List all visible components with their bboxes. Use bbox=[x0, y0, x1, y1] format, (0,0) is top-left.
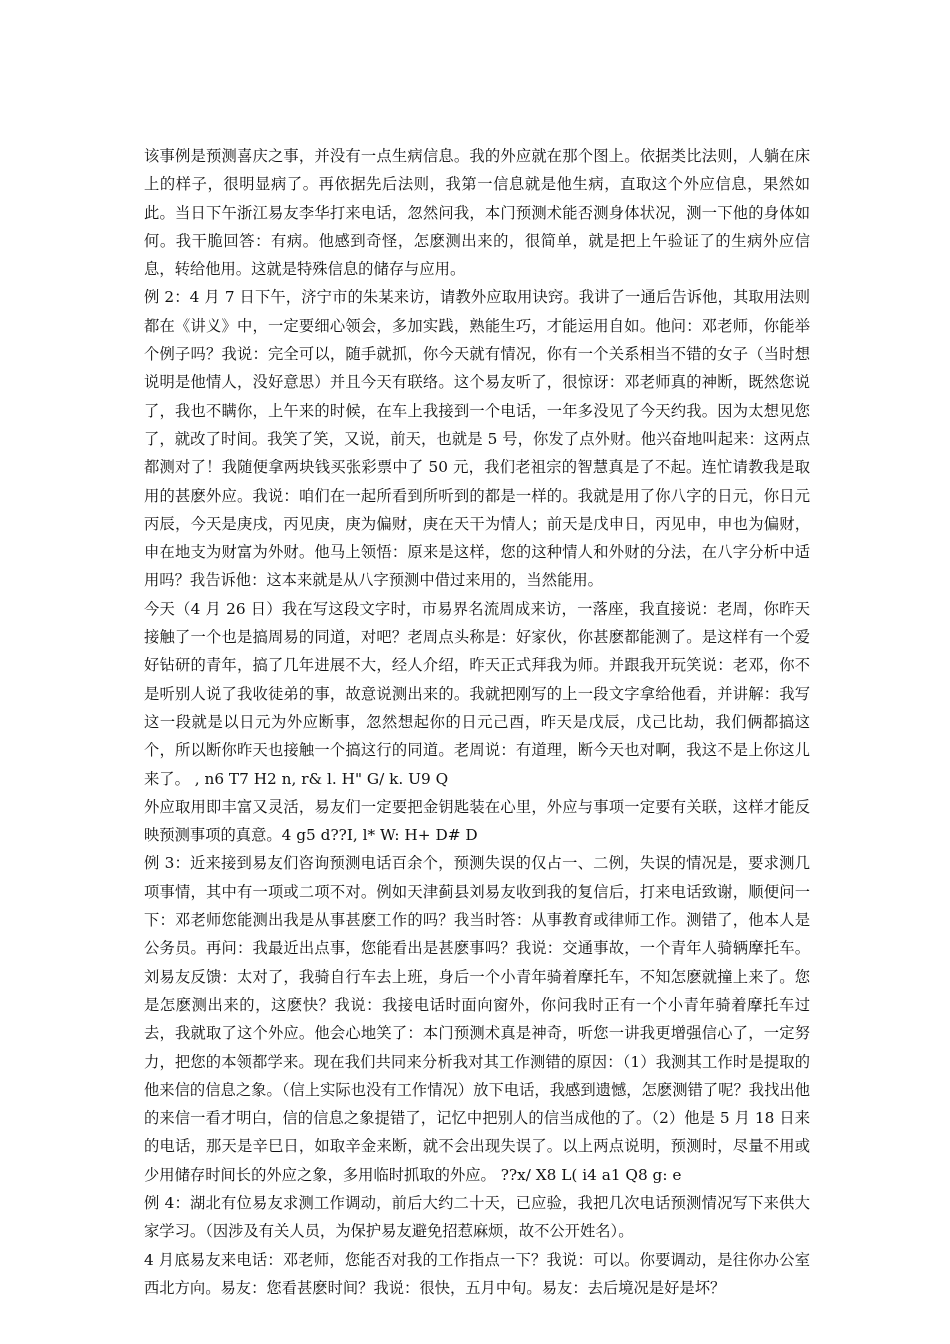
paragraph-example-1-conclusion: 该事例是预测喜庆之事，并没有一点生病信息。我的外应就在那个图上。依据类比法则，人躺在床上的样子，很明显病了。再依据先后法则，我第一信息就是他生病，直取这个外应信息，果然如此。当日下午浙江易友李华打来电话，忽然问我，本门预测术能否测身体状况，测一下他的身体如何。我干脆回答：有病。他感到奇怪，怎麽测出来的，很简单，就是把上午验证了的生病外应信息，转给他用。这就是特殊信息的储存与应用。 bbox=[144, 147, 810, 279]
document-page bbox=[144, 142, 810, 1302]
paragraph-waiying-summary: 外应取用即丰富又灵活，易友们一定要把金钥匙装在心里，外应与事项一定要有关联，这样才能反映预测事项的真意。4 g5 d??I, l* W: H+ D# D bbox=[144, 797, 810, 845]
paragraph-today-visit: 今天（4 月 26 日）我在写这段文字时，市易界名流周成来访，一落座，我直接说：老周，你昨天接触了一个也是搞周易的同道，对吧？老周点头称是：好家伙，你甚麽都能测了。是这样有一个爱好钻研的青年，搞了几年进展不大，经人介绍，昨天正式拜我为师。并跟我开玩笑说：老邓，你不是听别人说了我收徒弟的事，故意说测出来的。我就把刚写的上一段文字拿给他看，并讲解：我写这一段就是以日元为外应断事，忽然想起你的日元己酉，昨天是戊辰，戊己比劫，我们俩都搞这个，所以断你昨天也接触一个搞这行的同道。老周说：有道理，断今天也对啊，我这不是上你这儿来了。 , n6 T7 H2 n, r& l. H" G/ k. U9 Q bbox=[144, 599, 810, 788]
paragraph-example-4-dialogue: 4 月底易友来电话：邓老师，您能否对我的工作指点一下？我说：可以。你要调动，是往你办公室西北方向。易友：您看甚麽时间？我说：很快，五月中旬。易友：去后境况是好是坏？ bbox=[144, 1250, 810, 1297]
paragraph-example-4: 例 4：湖北有位易友求测工作调动，前后大约二十天，已应验，我把几次电话预测情况写下来供大家学习。（因涉及有关人员，为保护易友避免招惹麻烦，故不公开姓名）。 bbox=[144, 1193, 810, 1241]
paragraph-example-2: 例 2：4 月 7 日下午，济宁市的朱某来访，请教外应取用诀窍。我讲了一通后告诉他，其取用法则都在《讲义》中，一定要细心领会，多加实践，熟能生巧，才能运用自如。他问：邓老师，你能举个例子吗？我说：完全可以，随手就抓，你今天就有情况，你有一个关系相当不错的女子（当时想说明是他情人，没好意思）并且今天有联络。这个易友听了，很惊讶：邓老师真的神断，既然您说了，我也不瞒你，上午来的时候，在车上我接到一个电话，一年多没见了今天约我。因为太想见您了，就改了时间。我笑了笑，又说，前天，也就是 5 号，你发了点外财。他兴奋地叫起来：这两点都测对了！我随便拿两块钱买张彩票中了 50 元，我们老祖宗的智慧真是了不起。连忙请教我是取用的甚麽外应。我说：咱们在一起所看到所听到的都是一样的。我就是用了你八字的日元，你日元丙辰，今天是庚戌，丙见庚，庚为偏财，庚在天干为情人；前天是戊申日，丙见申，申也为偏财，申在地支为财富为外财。他马上领悟：原来是这样，您的这种情人和外财的分法，在八字分析中适用吗？我告诉他：这本来就是从八字预测中借过来用的，当然能用。 bbox=[144, 288, 810, 590]
paragraph-example-3: 例 3：近来接到易友们咨询预测电话百余个，预测失误的仅占一、二例，失误的情况是，要求测几项事情，其中有一项或二项不对。例如天津蓟县刘易友收到我的复信后，打来电话致谢，顺便问一下：邓老师您能测出我是从事甚麽工作的吗？我当时答：从事教育或律师工作。测错了，他本人是公务员。再问：我最近出点事，您能看出是甚麽事吗？我说：交通事故，一个青年人骑辆摩托车。刘易友反馈：太对了，我骑自行车去上班，身后一个小青年骑着摩托车，不知怎麽就撞上来了。您是怎麽测出来的，这麽快？我说：我接电话时面向窗外，你问我时正有一个小青年骑着摩托车过去，我就取了这个外应。他会心地笑了：本门预测术真是神奇，听您一讲我更增强信心了，一定努力，把您的本领都学来。现在我们共同来分析我对其工作测错的原因：（1）我测其工作时是提取的他来信的信息之象。（信上实际也没有工作情况）放下电话，我感到遗憾，怎麽测错了呢？我找出他的来信一看才明白，信的信息之象提错了，记忆中把别人的信当成他的了。（2）他是 5 月 18 日来的电话，那天是辛巳日，如取辛金来断，就不会出现失误了。以上两点说明，预测时，尽量不用或少用储存时间长的外应之象，多用临时抓取的外应。 ??x/ X8 L( i4 a1 Q8 g: e bbox=[144, 854, 810, 1184]
